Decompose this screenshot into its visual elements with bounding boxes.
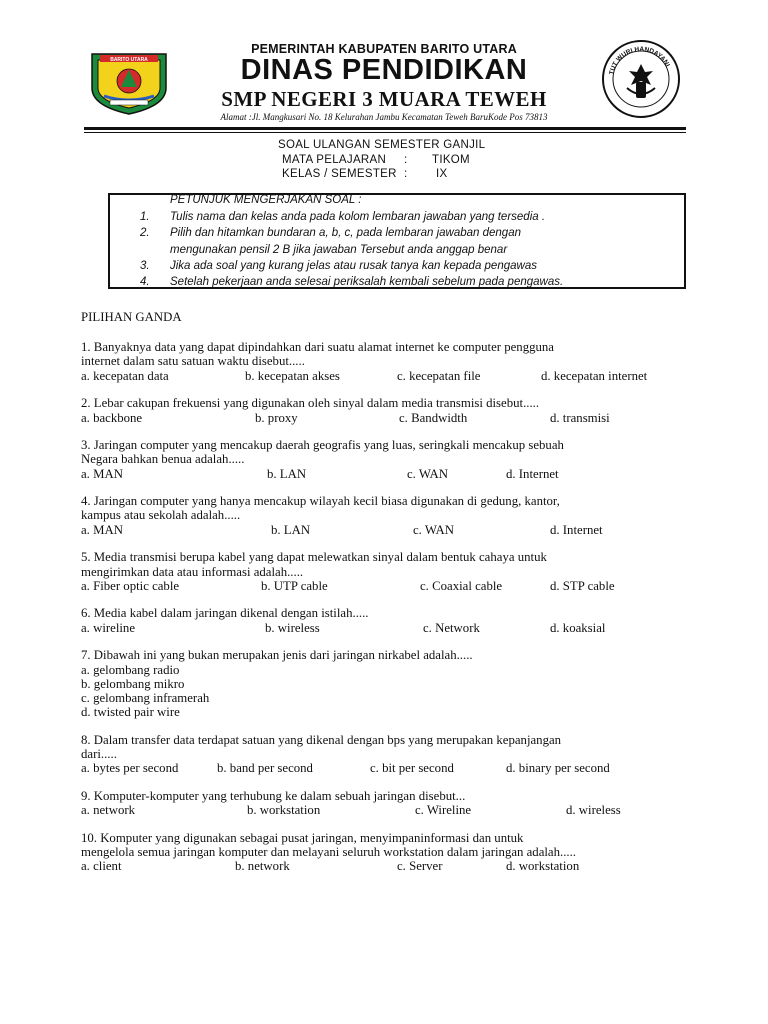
options — [81, 859, 701, 873]
option-c: c. bit per second — [370, 761, 454, 776]
options — [81, 369, 701, 383]
option-d: d. twisted pair wire — [81, 705, 180, 720]
instruction-item: 3. Jika ada soal yang kurang jelas atau rusak tanya kan kepada pengawas — [140, 259, 537, 272]
option-a: a. backbone — [81, 410, 143, 425]
exam-subject-colon: : — [404, 154, 408, 166]
option-d: d. STP cable — [550, 578, 615, 593]
exam-class-label: KELAS / SEMESTER — [282, 168, 397, 180]
option-c: c. Network — [423, 620, 480, 635]
option-b: b. LAN — [271, 522, 311, 537]
exam-title: SOAL ULANGAN SEMESTER GANJIL — [278, 139, 486, 151]
letterhead-rule-thin — [84, 132, 686, 133]
instruction-item: 1. Tulis nama dan kelas anda pada kolom lembaran jawaban yang tersedia . — [140, 211, 546, 223]
question-9: 9. Komputer-komputer yang terhubung ke dalam sebuah jaringan disebut... a. network b. workstation c. Wireline d. wireless — [81, 789, 701, 817]
option-a: a. network — [81, 803, 136, 818]
question-1: 1. Banyaknya data yang dapat dipindahkan dari suatu alamat internet ke computer pengguna internet dalam satu satuan waktu disebut..... a. kecepatan data b. kecepatan akses c. kecepatan file d. kecepatan internet — [81, 340, 701, 383]
exam-class-colon: : — [404, 168, 408, 180]
question-5: 5. Media transmisi berupa kabel yang dapat melewatkan sinyal dalam bentuk cahaya untuk mengirimkan data atau informasi adalah..... a. Fiber optic cable b. UTP cable c. Coaxial cable d. STP cable — [81, 550, 701, 593]
instruction-item: 4. Setelah pekerjaan anda selesai periksalah kembali sebelum pada pengawas. — [140, 276, 564, 289]
option-d: d. Internet — [550, 522, 603, 537]
option-a: a. wireline — [81, 620, 136, 635]
option-a: a. Fiber optic cable — [81, 578, 180, 593]
option-b: b. LAN — [267, 466, 307, 481]
option-c: c. Bandwidth — [399, 410, 468, 425]
option-a: a. bytes per second — [81, 761, 179, 776]
option-d: d. wireless — [566, 803, 621, 818]
option-a: a. kecepatan data — [81, 368, 169, 383]
options — [81, 411, 701, 425]
option-c: c. Coaxial cable — [420, 578, 503, 593]
option-b: b. network — [235, 859, 290, 874]
option-a: a. MAN — [81, 522, 123, 537]
instruction-item: 2. Pilih dan hitamkan bundaran a, b, c, pada lembaran jawaban dengan — [140, 227, 521, 240]
question-10: 10. Komputer yang digunakan sebagai pusat jaringan, menyimpaninformasi dan untuk mengelola semua jaringan komputer dan melayani seluruh workstation dalam jaringan adalah..... a. client b. network c. Server d. workstation — [81, 831, 701, 874]
option-b: b. band per second — [217, 761, 313, 776]
instruction-item: mengunakan pensil 2 B jika jawaban Tersebut anda anggap benar — [170, 243, 508, 256]
question-4: 4. Jaringan computer yang hanya mencakup wilayah kecil biasa digunakan di gedung, kantor, kampus atau sekolah adalah..... a. MAN b. LAN c. WAN d. Internet — [81, 494, 701, 537]
question-6: 6. Media kabel dalam jaringan dikenal dengan istilah..... a. wireline b. wireless c. Network d. koaksial — [81, 606, 701, 634]
option-c: c. WAN — [413, 522, 454, 537]
exam-subject-label: MATA PELAJARAN — [282, 154, 387, 166]
questions-area — [81, 310, 701, 887]
option-c: c. WAN — [407, 466, 448, 481]
options — [81, 621, 701, 635]
instructions-heading: PETUNJUK MENGERJAKAN SOAL : — [170, 194, 362, 206]
option-d: d. workstation — [506, 859, 580, 874]
question-7: 7. Dibawah ini yang bukan merupakan jenis dari jaringan nirkabel adalah..... a. gelombang radio b. gelombang mikro c. gelombang inframerah d. twisted pair wire — [81, 648, 701, 719]
option-d: d. transmisi — [550, 410, 610, 425]
letterhead-rule-thick — [84, 127, 686, 130]
exam-subject-value: TIKOM — [432, 154, 470, 166]
section-title: PILIHAN GANDA — [81, 310, 182, 324]
options — [81, 803, 701, 817]
option-d: d. Internet — [506, 466, 559, 481]
question-3: 3. Jaringan computer yang mencakup daerah geografis yang luas, seringkali mencakup sebuah Negara bahkan benua adalah..... a. MAN b. LAN c. WAN d. Internet — [81, 438, 701, 481]
option-c: c. gelombang inframerah — [81, 690, 210, 705]
svg-text:TUT WURI HANDAYANI: TUT WURI HANDAYANI — [608, 45, 671, 76]
option-c: c. Wireline — [415, 803, 472, 818]
options — [81, 579, 701, 593]
options — [81, 467, 701, 481]
option-b: b. kecepatan akses — [245, 368, 340, 383]
option-c: c. Server — [397, 859, 443, 874]
exam-class-value: IX — [436, 168, 448, 180]
option-c: c. kecepatan file — [397, 368, 481, 383]
logo-left-text: BARITO UTARA — [110, 57, 148, 63]
option-a: a. gelombang radio — [81, 662, 180, 677]
option-d: d. koaksial — [550, 620, 606, 635]
school-name: SMP NEGERI 3 MUARA TEWEH — [221, 87, 547, 111]
government-name: PEMERINTAH KABUPATEN BARITO UTARA — [251, 42, 517, 56]
options — [81, 761, 701, 775]
option-d: d. binary per second — [506, 761, 610, 776]
option-b: b. UTP cable — [261, 578, 328, 593]
department-name: DINAS PENDIDIKAN — [240, 54, 528, 86]
option-b: b. gelombang mikro — [81, 676, 185, 691]
option-d: d. kecepatan internet — [541, 368, 648, 383]
question-8: 8. Dalam transfer data terdapat satuan yang dikenal dengan bps yang merupakan kepanjangan dari..... a. bytes per second b. band per second c. bit per second d. binary per second — [81, 733, 701, 776]
school-address: Alamat :Jl. Mangkusari No. 18 Kelurahan Jambu Kecamatan Teweh BaruKode Pos 73813 — [220, 112, 548, 122]
option-b: b. workstation — [247, 803, 321, 818]
option-b: b. wireless — [265, 620, 320, 635]
option-b: b. proxy — [255, 410, 298, 425]
question-2: 2. Lebar cakupan frekuensi yang digunakan oleh sinyal dalam media transmisi disebut..... a. backbone b. proxy c. Bandwidth d. transmisi — [81, 396, 701, 424]
option-a: a. client — [81, 859, 122, 874]
options — [81, 663, 701, 720]
instructions-list — [140, 209, 563, 290]
options — [81, 523, 701, 537]
option-a: a. MAN — [81, 466, 123, 481]
